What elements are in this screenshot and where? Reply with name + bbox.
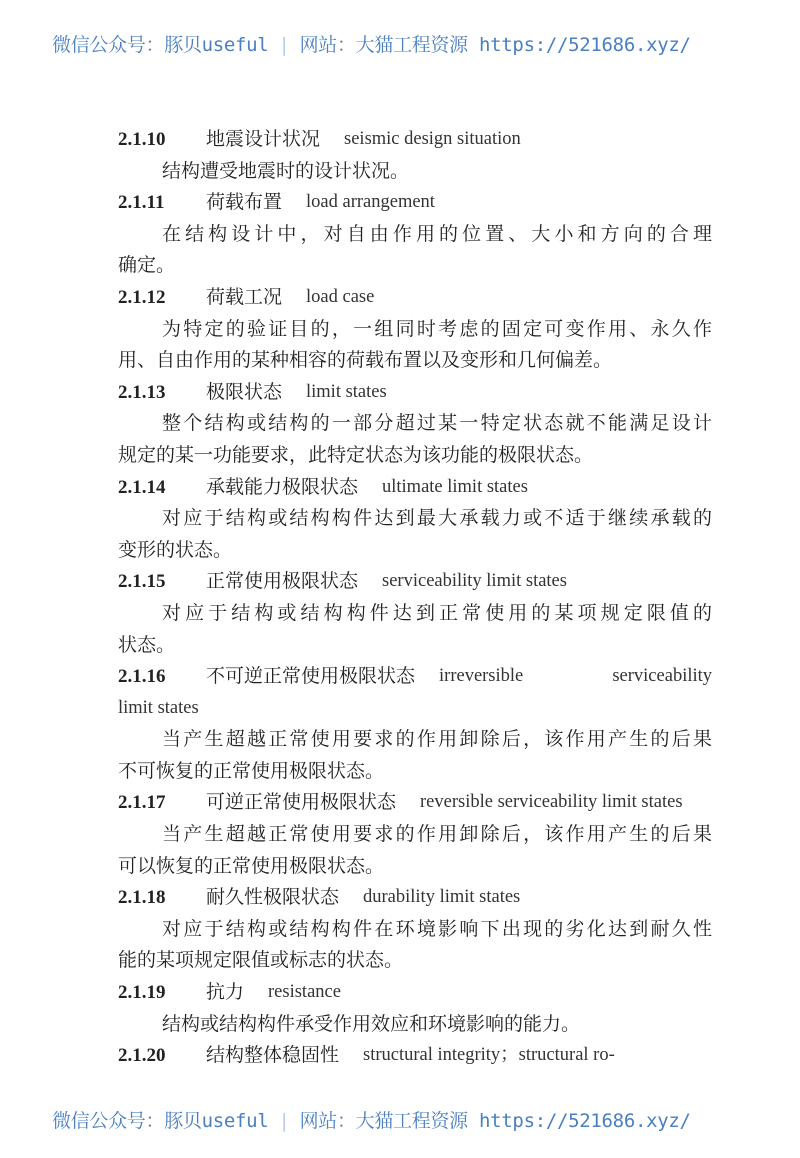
definition-line: 对应于结构或结构构件达到最大承载力或不适于继续承载的 [162,507,712,530]
term-entry [118,377,712,472]
watermark-header [52,30,691,57]
definition-line: 用、自由作用的某种相容的荷载布置以及变形和几何偏差。 [118,349,613,372]
definition-line: 规定的某一功能要求，此特定状态为该功能的极限状态。 [118,443,594,466]
term-chinese: 抗力 [206,981,245,1004]
watermark-site: 网站：大猫工程资源 https://521686.xyz/ [299,1110,691,1132]
term-english: load case [306,286,375,307]
definition-line: 状态。 [118,633,176,656]
term-english: load arrangement [306,192,435,213]
term-heading [118,661,712,693]
term-number: 2.1.12 [118,286,166,308]
term-heading [118,1040,712,1072]
term-english: reversible serviceability limit states [420,792,683,813]
definition-line: 对应于结构或结构构件达到正常使用的某项规定限值的 [162,601,712,624]
term-chinese: 地震设计状况 [206,128,321,150]
watermark-wechat: 微信公众号：豚贝useful [52,1110,269,1132]
watermark-site: 网站：大猫工程资源 https://521686.xyz/ [299,34,691,56]
term-english: limit states [306,381,387,402]
term-number: 2.1.14 [118,476,166,498]
term-english: serviceability limit states [382,571,567,592]
document-body [118,124,712,1072]
definition-line: 为特定的验证目的，一组同时考虑的固定可变作用、永久作 [162,317,712,340]
watermark-wechat: 微信公众号：豚贝useful [52,34,269,56]
definition-line: 当产生超越正常使用要求的作用卸除后，该作用产生的后果 [162,728,712,751]
term-number: 2.1.16 [118,666,166,688]
term-entry [118,1040,712,1072]
term-entry [118,282,712,377]
definition-line: 对应于结构或结构构件在环境影响下出现的劣化达到耐久性 [162,917,712,940]
definition-line: 在结构设计中，对自由作用的位置、大小和方向的合理 [162,222,712,245]
term-number: 2.1.11 [118,192,165,214]
term-number: 2.1.20 [118,1045,166,1067]
term-english: ultimate limit states [382,476,528,497]
watermark-footer [52,1106,691,1133]
term-number: 2.1.17 [118,792,166,814]
term-chinese: 正常使用极限状态 [206,570,359,593]
definition-line: 整个结构或结构的一部分超过某一特定状态就不能满足设计 [162,412,712,435]
term-english: durability limit states [363,887,521,908]
term-chinese: 不可逆正常使用极限状态 [206,665,416,688]
term-english: resistance [268,982,341,1003]
term-english-continued: limit states [118,697,199,718]
definition-line: 可以恢复的正常使用极限状态。 [118,854,385,877]
term-chinese: 结构整体稳固性 [206,1044,340,1067]
term-entry [118,977,712,1040]
term-heading [118,977,712,1009]
watermark-separator: | [278,34,290,56]
term-heading [118,472,712,504]
term-heading [118,882,712,914]
term-chinese: 可逆正常使用极限状态 [206,791,397,814]
definition-line: 能的某项规定限值或标志的状态。 [118,949,404,972]
term-heading [118,187,712,219]
term-heading [118,377,712,409]
term-english: seismic design situation [344,129,521,149]
term-entry [118,566,712,661]
definition-line: 结构或结构构件承受作用效应和环境影响的能力。 [162,1012,581,1035]
term-number: 2.1.15 [118,571,166,593]
term-heading [118,282,712,314]
term-english: structural integrity；structural ro- [363,1045,615,1066]
term-heading [118,787,712,819]
term-chinese: 荷载工况 [206,285,283,308]
definition-line: 确定。 [118,254,176,277]
term-number: 2.1.13 [118,381,166,403]
term-chinese: 荷载布置 [206,191,283,214]
term-heading [118,124,712,156]
term-entry [118,661,712,787]
term-entry [118,187,712,282]
term-chinese: 耐久性极限状态 [206,886,340,909]
term-number: 2.1.19 [118,982,166,1004]
definition-line: 变形的状态。 [118,538,233,561]
term-entry [118,882,712,977]
definition-line: 不可恢复的正常使用极限状态。 [118,759,385,782]
term-number: 2.1.10 [118,129,166,150]
term-english: irreversible serviceability [439,666,712,687]
term-entry [118,472,712,567]
term-entry [118,124,712,187]
term-heading [118,566,712,598]
term-chinese: 极限状态 [206,380,283,403]
watermark-separator: | [278,1110,290,1132]
term-chinese: 承载能力极限状态 [206,475,359,498]
definition-line: 当产生超越正常使用要求的作用卸除后，该作用产生的后果 [162,823,712,846]
definition-line: 结构遭受地震时的设计状况。 [162,159,410,182]
term-entry [118,787,712,882]
term-number: 2.1.18 [118,887,166,909]
